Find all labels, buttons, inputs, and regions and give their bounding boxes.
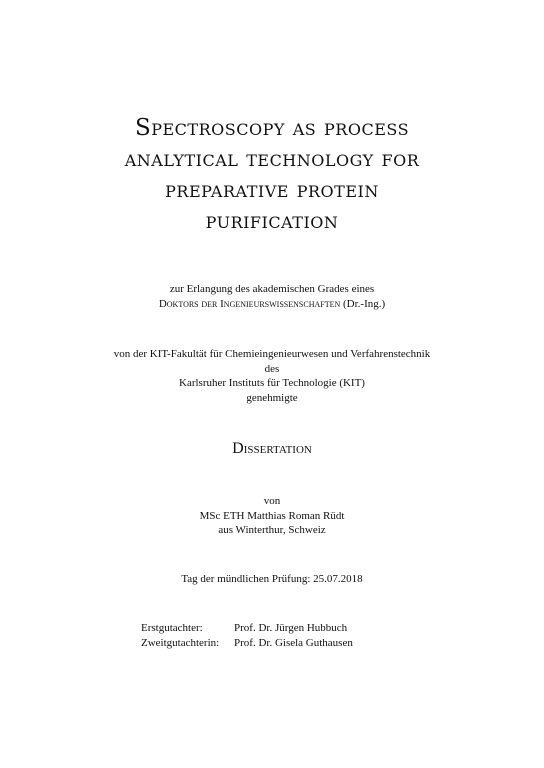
thesis-title-line: Spectroscopy as process <box>134 115 410 141</box>
author-prefix: von <box>263 495 281 507</box>
degree-statement <box>0 282 544 311</box>
faculty-line: des <box>264 362 280 375</box>
degree-line: zur Erlangung des akademischen Grades eines <box>169 283 375 295</box>
degree-abbrev: (Dr.-Ing.) <box>340 297 386 310</box>
referee-role: Zweitgutachterin: <box>141 636 220 649</box>
thesis-title <box>0 113 544 237</box>
approval-line: genehmigte <box>246 391 298 404</box>
referee-row <box>141 636 353 651</box>
author-origin: aus Winterthur, Schweiz <box>218 524 326 536</box>
exam-date: Tag der mündlichen Prüfung: 25.07.2018 <box>181 573 363 585</box>
faculty-statement <box>0 347 544 405</box>
referees-block <box>141 621 353 650</box>
author-name: MSc ETH Matthias Roman Rüdt <box>199 509 345 522</box>
referee-row <box>141 621 353 636</box>
institute-line: Karlsruher Instituts für Technologie (KIT) <box>179 377 365 389</box>
referee-name: Prof. Dr. Gisela Guthausen <box>234 636 353 649</box>
degree-name-line <box>0 297 544 312</box>
referee-role: Erstgutachter: <box>141 622 203 634</box>
thesis-title-line: preparative protein <box>165 177 379 203</box>
thesis-title-line: purification <box>205 208 339 234</box>
author-block <box>0 494 544 538</box>
referee-name: Prof. Dr. Jürgen Hubbuch <box>234 622 348 634</box>
thesis-title-line: analytical technology for <box>124 146 420 172</box>
faculty-line: von der KIT-Fakultät für Chemieingenieurwesen und Verfahrenstechnik <box>113 348 431 360</box>
document-type: Dissertation <box>232 440 312 457</box>
degree-name: Doktors der Ingenieurswissenschaften <box>158 297 341 310</box>
